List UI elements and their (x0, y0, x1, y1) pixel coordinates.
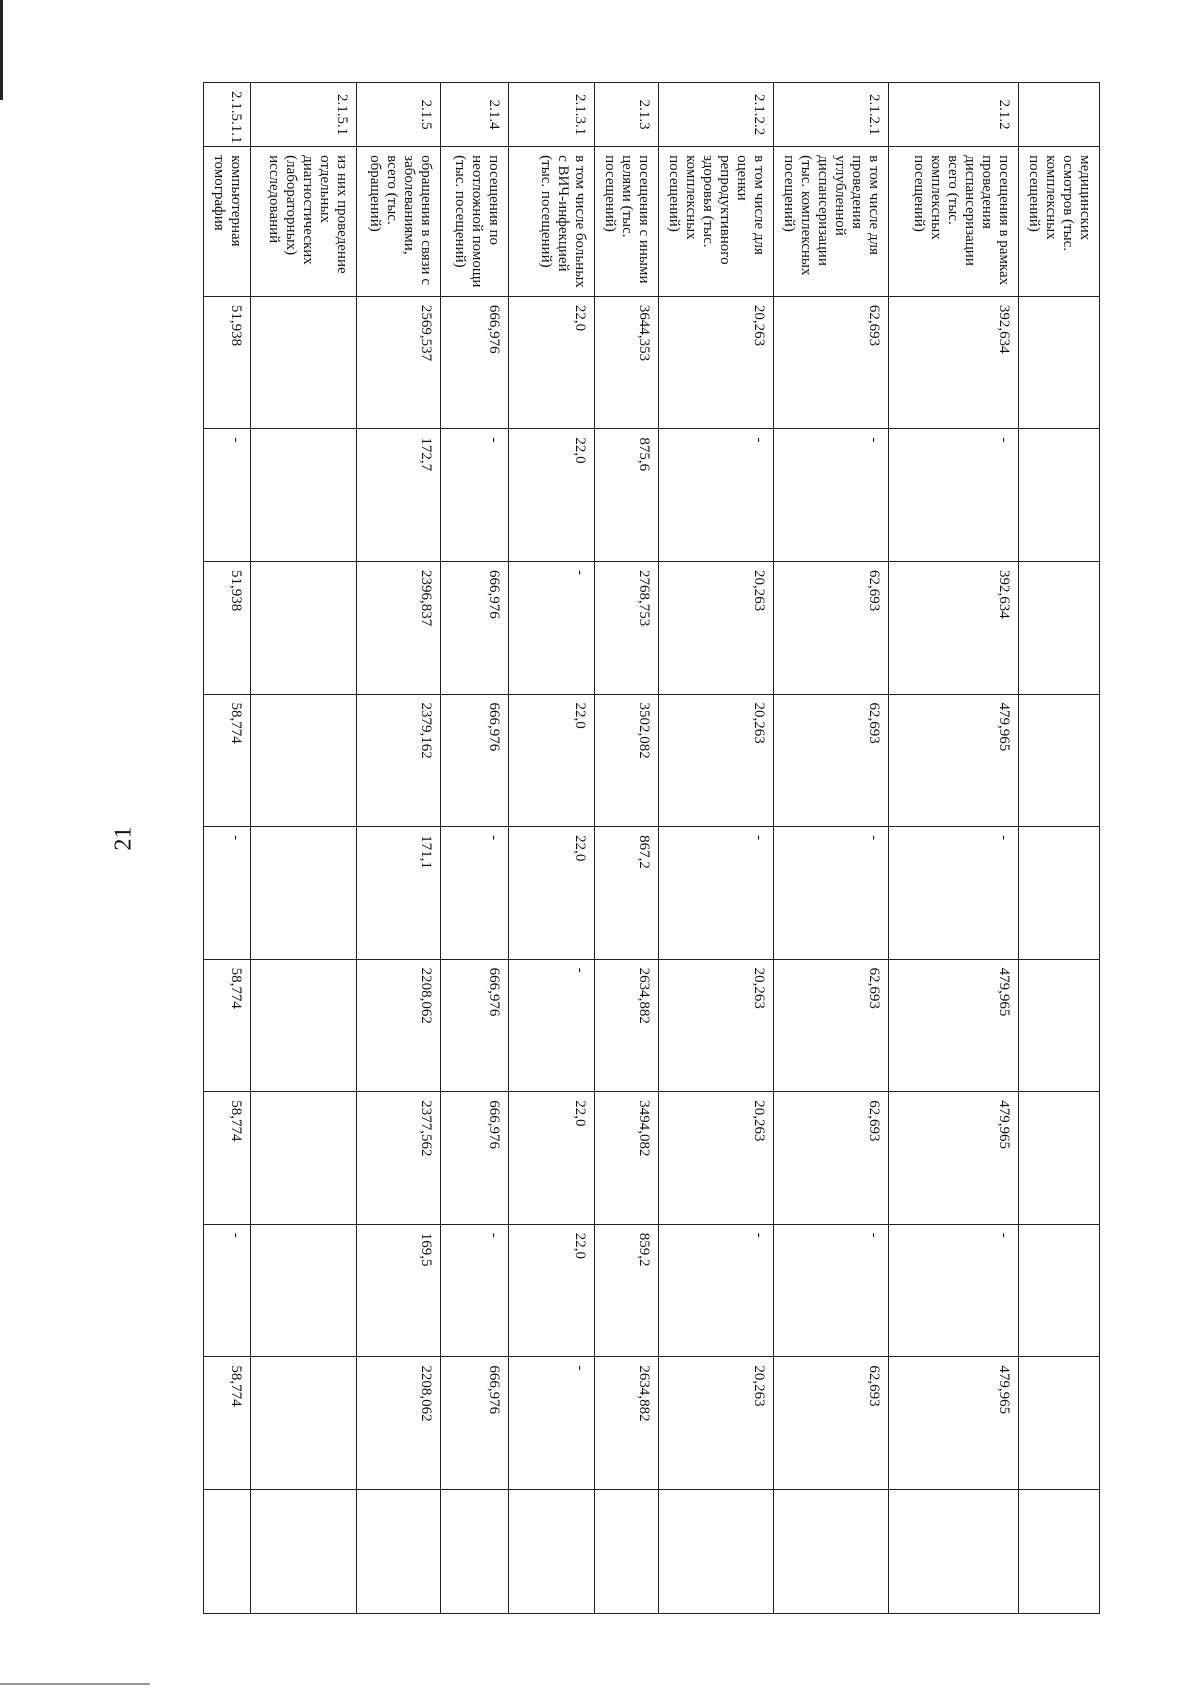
row-value-7: 22,0 (509, 1092, 595, 1225)
row-value-4: 58,774 (204, 694, 251, 827)
row-value-2: - (204, 429, 251, 562)
row-value-6: 2634,882 (595, 959, 659, 1092)
row-value-4: 3502,082 (595, 694, 659, 827)
row-value-5: 171,1 (357, 827, 441, 960)
row-code (1019, 83, 1100, 147)
row-value-7: 58,774 (204, 1092, 251, 1225)
row-value-8: - (659, 1224, 774, 1357)
blank-cell (509, 1489, 595, 1613)
row-value-4: 666,976 (441, 694, 509, 827)
row-name: обращения в связи с заболеваниями, всего (тыс. обращений) (357, 147, 441, 297)
row-name: из них проведение отдельных диагностических (лабораторных) исследований (251, 147, 357, 297)
row-value-7: 479,965 (889, 1092, 1019, 1225)
blank-cell (441, 1489, 509, 1613)
table-row (659, 83, 774, 1614)
row-value-5 (1019, 827, 1100, 960)
table-row (509, 83, 595, 1614)
row-value-6: 20,263 (659, 959, 774, 1092)
row-value-1: 666,976 (441, 296, 509, 429)
row-value-7: 666,976 (441, 1092, 509, 1225)
row-value-3 (251, 561, 357, 694)
row-value-1: 2569,537 (357, 296, 441, 429)
row-value-4 (1019, 694, 1100, 827)
row-value-9: 2208,062 (357, 1357, 441, 1490)
table-row (774, 83, 889, 1614)
row-value-7: 2377,562 (357, 1092, 441, 1225)
row-value-8: - (774, 1224, 889, 1357)
row-name: в том числе больных с ВИЧ-инфекцией (тыс. посещений) (509, 147, 595, 297)
row-value-7: 20,263 (659, 1092, 774, 1225)
table-row (889, 83, 1019, 1614)
row-value-6 (1019, 959, 1100, 1092)
row-value-9: - (509, 1357, 595, 1490)
row-value-6 (251, 959, 357, 1092)
blank-cell (889, 1489, 1019, 1613)
row-code: 2.1.3 (595, 83, 659, 147)
blank-cell (1019, 1489, 1100, 1613)
row-name: компьютерная томография (204, 147, 251, 297)
blank-cell (774, 1489, 889, 1613)
row-value-6: - (509, 959, 595, 1092)
row-value-3: - (509, 561, 595, 694)
row-value-5: - (441, 827, 509, 960)
row-value-1: 62,693 (774, 296, 889, 429)
row-value-4 (251, 694, 357, 827)
row-value-5: 867,2 (595, 827, 659, 960)
scan-edge-mark (0, 0, 3, 100)
row-value-4: 20,263 (659, 694, 774, 827)
rotated-table-frame (160, 82, 1100, 1614)
row-value-2: - (441, 429, 509, 562)
table-row (204, 83, 251, 1614)
row-value-9: 666,976 (441, 1357, 509, 1490)
row-value-5 (251, 827, 357, 960)
table-row (1019, 83, 1100, 1614)
row-value-9: 20,263 (659, 1357, 774, 1490)
row-value-7: 62,693 (774, 1092, 889, 1225)
row-value-3: 2768,753 (595, 561, 659, 694)
row-code: 2.1.2.1 (774, 83, 889, 147)
row-value-7 (1019, 1092, 1100, 1225)
row-value-9: 58,774 (204, 1357, 251, 1490)
table-row (441, 83, 509, 1614)
row-value-8: - (441, 1224, 509, 1357)
row-value-5: - (659, 827, 774, 960)
row-value-3: 62,693 (774, 561, 889, 694)
row-value-1: 51,938 (204, 296, 251, 429)
row-value-8 (251, 1224, 357, 1357)
row-value-2: - (774, 429, 889, 562)
row-value-7 (251, 1092, 357, 1225)
row-value-6: 62,693 (774, 959, 889, 1092)
row-value-5: - (774, 827, 889, 960)
row-value-2: - (659, 429, 774, 562)
row-code: 2.1.4 (441, 83, 509, 147)
row-value-7: 3494,082 (595, 1092, 659, 1225)
row-value-8: - (889, 1224, 1019, 1357)
row-value-8: 859,2 (595, 1224, 659, 1357)
row-value-3 (1019, 561, 1100, 694)
row-value-9: 62,693 (774, 1357, 889, 1490)
row-value-1: 22,0 (509, 296, 595, 429)
row-name: в том числе для проведения углубленной диспансеризации (тыс. комплексных посещений) (774, 147, 889, 297)
row-value-1: 392,634 (889, 296, 1019, 429)
row-value-1: 20,263 (659, 296, 774, 429)
blank-cell (357, 1489, 441, 1613)
row-value-6: 666,976 (441, 959, 509, 1092)
row-value-3: 666,976 (441, 561, 509, 694)
table-row (357, 83, 441, 1614)
row-name: в том числе для оценки репродуктивного здоровья (тыс. комплексных посещений) (659, 147, 774, 297)
row-value-4: 62,693 (774, 694, 889, 827)
row-value-4: 2379,162 (357, 694, 441, 827)
row-code: 2.1.5.1.1 (204, 83, 251, 147)
row-value-3: 392,634 (889, 561, 1019, 694)
row-value-8: 22,0 (509, 1224, 595, 1357)
row-name: посещения в рамках проведения диспансеризации всего (тыс. комплексных посещений) (889, 147, 1019, 297)
row-name: посещения по неотложной помощи (тыс. посещений) (441, 147, 509, 297)
row-code: 2.1.2.2 (659, 83, 774, 147)
row-value-3: 51,938 (204, 561, 251, 694)
table-row (595, 83, 659, 1614)
row-code: 2.1.3.1 (509, 83, 595, 147)
row-value-8: - (204, 1224, 251, 1357)
row-value-5: - (889, 827, 1019, 960)
row-value-2: 875,6 (595, 429, 659, 562)
row-name: посещения с иными целями (тыс. посещений) (595, 147, 659, 297)
row-value-2 (1019, 429, 1100, 562)
page-number: 21 (110, 826, 137, 851)
row-value-2: 22,0 (509, 429, 595, 562)
row-value-6: 58,774 (204, 959, 251, 1092)
row-value-9: 479,965 (889, 1357, 1019, 1490)
data-table (203, 82, 1100, 1614)
row-name: медицинских осмотров (тыс. комплексных посещений) (1019, 147, 1100, 297)
row-value-2: - (889, 429, 1019, 562)
row-code: 2.1.5.1 (251, 83, 357, 147)
row-value-2: 172,7 (357, 429, 441, 562)
blank-cell (595, 1489, 659, 1613)
row-value-8 (1019, 1224, 1100, 1357)
row-value-9 (251, 1357, 357, 1490)
row-code: 2.1.5 (357, 83, 441, 147)
blank-cell (251, 1489, 357, 1613)
row-value-4: 479,965 (889, 694, 1019, 827)
row-value-6: 479,965 (889, 959, 1019, 1092)
blank-cell (204, 1489, 251, 1613)
scan-edge-line (0, 1683, 150, 1685)
row-value-1 (1019, 296, 1100, 429)
row-code: 2.1.2 (889, 83, 1019, 147)
row-value-5: 22,0 (509, 827, 595, 960)
row-value-1: 3644,353 (595, 296, 659, 429)
row-value-3: 2396,837 (357, 561, 441, 694)
row-value-3: 20,263 (659, 561, 774, 694)
row-value-1 (251, 296, 357, 429)
table-row (251, 83, 357, 1614)
row-value-9: 2634,882 (595, 1357, 659, 1490)
row-value-8: 169,5 (357, 1224, 441, 1357)
blank-cell (659, 1489, 774, 1613)
row-value-4: 22,0 (509, 694, 595, 827)
row-value-9 (1019, 1357, 1100, 1490)
row-value-5: - (204, 827, 251, 960)
row-value-2 (251, 429, 357, 562)
row-value-6: 2208,062 (357, 959, 441, 1092)
